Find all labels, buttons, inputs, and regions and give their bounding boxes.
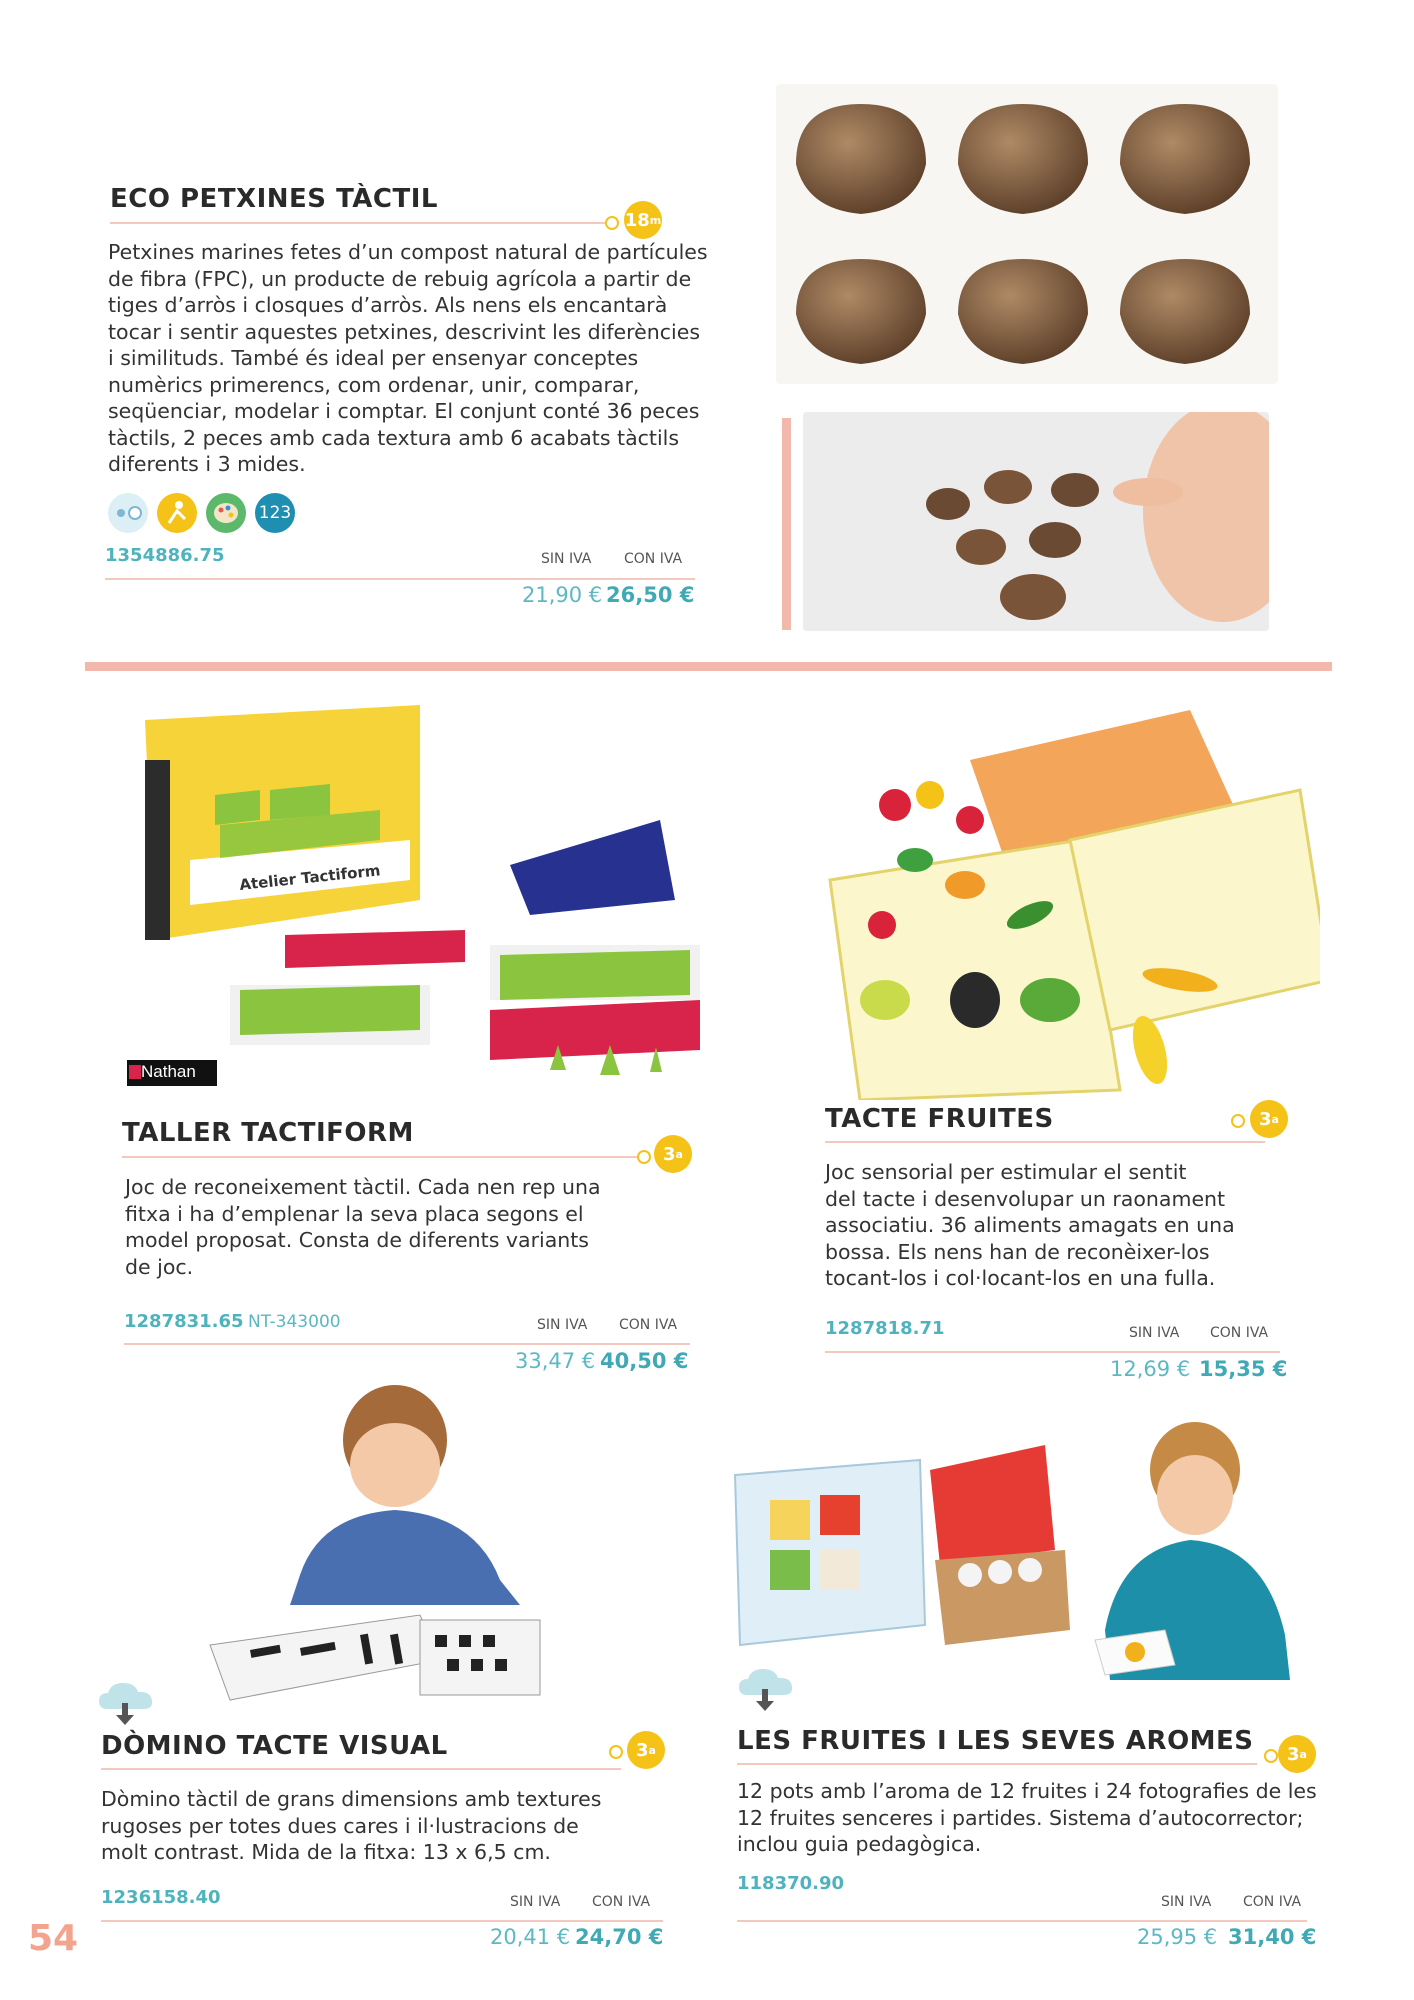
brand-logo: Nathan — [127, 1060, 217, 1086]
product-code: 1236158.40 — [101, 1887, 221, 1908]
product-code: 1287831.65 — [124, 1311, 244, 1332]
product-code: 1354886.75 — [105, 545, 225, 566]
product-title: TACTE FRUITES — [825, 1104, 1054, 1134]
box-label: Atelier Tactiform — [238, 861, 382, 894]
title-underline — [122, 1156, 642, 1158]
price-label-con-iva: CON IVA — [1210, 1325, 1269, 1341]
creativity-icon — [206, 493, 246, 533]
product-code: 1287818.71 — [825, 1318, 945, 1339]
price-sin-iva: 12,69 € — [1110, 1357, 1191, 1381]
price-label-sin-iva: SIN IVA — [541, 551, 592, 567]
shells-product-image — [776, 84, 1278, 384]
page-number: 54 — [28, 1918, 79, 1959]
price-con-iva: 15,35 € — [1199, 1357, 1288, 1381]
section-divider — [85, 662, 1332, 671]
price-underline — [101, 1920, 663, 1922]
sorting-icon — [108, 493, 148, 533]
price-underline — [124, 1343, 690, 1345]
price-label-con-iva: CON IVA — [1243, 1894, 1302, 1910]
price-con-iva: 31,40 € — [1228, 1925, 1317, 1949]
age-badge: 3 a — [627, 1731, 665, 1769]
price-label-sin-iva: SIN IVA — [1161, 1894, 1212, 1910]
price-sin-iva: 25,95 € — [1137, 1925, 1218, 1949]
price-label-sin-iva: SIN IVA — [537, 1317, 588, 1333]
price-label-sin-iva: SIN IVA — [510, 1894, 561, 1910]
title-underline — [110, 222, 610, 224]
price-label-con-iva: CON IVA — [624, 551, 683, 567]
product-title: TALLER TACTIFORM — [122, 1118, 414, 1148]
numbers-icon: 123 — [255, 493, 295, 533]
age-badge: 3 a — [654, 1135, 692, 1173]
product-description: Joc de reconeixement tàctil. Cada nen rep una fitxa i ha d’emplenar la seva placa segons el model proposat. Consta de diferents variants de joc. — [125, 1175, 601, 1279]
price-underline — [825, 1351, 1280, 1353]
price-underline — [737, 1920, 1307, 1922]
age-badge-dot — [605, 216, 619, 230]
brand-logo-mark — [129, 1065, 141, 1079]
product-title: LES FRUITES I LES SEVES AROMES — [737, 1726, 1254, 1756]
price-sin-iva: 33,47 € — [515, 1349, 596, 1373]
product-description: Dòmino tàctil de grans dimensions amb textures rugoses per totes dues cares i il·lustracions de molt contrast. Mida de la fitxa: 13 x 6,5 cm. — [101, 1787, 602, 1864]
age-badge: 3 a — [1250, 1100, 1288, 1138]
price-con-iva: 24,70 € — [575, 1925, 664, 1949]
product-reference: NT-343000 — [248, 1312, 341, 1332]
product-code: 118370.90 — [737, 1873, 845, 1894]
aromes-product-photo — [725, 1400, 1315, 1700]
download-cloud-icon[interactable] — [735, 1665, 797, 1705]
product-description: Joc sensorial per estimular el sentit del tacte i desenvolupar un raonament associatiu. 36 aliments amagats en una bossa. Els nens han de reconèixer-los tocant-los i col·locant-los en una fulla. — [825, 1160, 1235, 1290]
product-description: 12 pots amb l’aroma de 12 fruites i 24 fotografies de les 12 fruites senceres i partides. Sistema d’autocorrector; inclou guia pedagògica. — [737, 1779, 1317, 1856]
tacte-fruites-product-image — [820, 700, 1320, 1100]
child-with-shells-photo — [803, 412, 1269, 631]
title-underline — [737, 1763, 1257, 1765]
age-badge-dot — [1264, 1749, 1278, 1763]
motor-skills-icon — [157, 493, 197, 533]
price-label-sin-iva: SIN IVA — [1129, 1325, 1180, 1341]
age-badge: 18 m — [624, 201, 662, 239]
price-label-con-iva: CON IVA — [592, 1894, 651, 1910]
title-underline — [101, 1768, 621, 1770]
domino-product-photo — [190, 1380, 580, 1725]
price-con-iva: 26,50 € — [606, 583, 695, 607]
age-badge: 3 a — [1278, 1735, 1316, 1773]
accent-bar — [782, 418, 791, 630]
price-underline — [105, 578, 695, 580]
product-title: ECO PETXINES TÀCTIL — [110, 184, 438, 214]
price-sin-iva: 21,90 € — [522, 583, 603, 607]
tactiform-product-image — [130, 700, 770, 1100]
product-title: DÒMINO TACTE VISUAL — [101, 1731, 448, 1761]
age-badge-dot — [637, 1150, 651, 1164]
product-description: Petxines marines fetes d’un compost natural de partícules de fibra (FPC), un producte de rebuig agrícola a partir de tiges d’arròs i closques d’arròs. Als nens els encantarà tocar i sentir aquestes petxines, descrivint les diferències i similituds. També és ideal per ensenyar conceptes numèrics primerencs, com ordenar, unir, comparar, seqüenciar, modelar i comptar. El conjunt conté 36 peces tàctils, 2 peces amb cada textura amb 6 acabats tàctils diferents i 3 mides. — [108, 240, 708, 476]
age-badge-dot — [609, 1745, 623, 1759]
title-underline — [825, 1141, 1265, 1143]
price-label-con-iva: CON IVA — [619, 1317, 678, 1333]
price-con-iva: 40,50 € — [600, 1349, 689, 1373]
age-badge-dot — [1231, 1114, 1245, 1128]
price-sin-iva: 20,41 € — [490, 1925, 571, 1949]
download-cloud-icon[interactable] — [95, 1679, 157, 1719]
